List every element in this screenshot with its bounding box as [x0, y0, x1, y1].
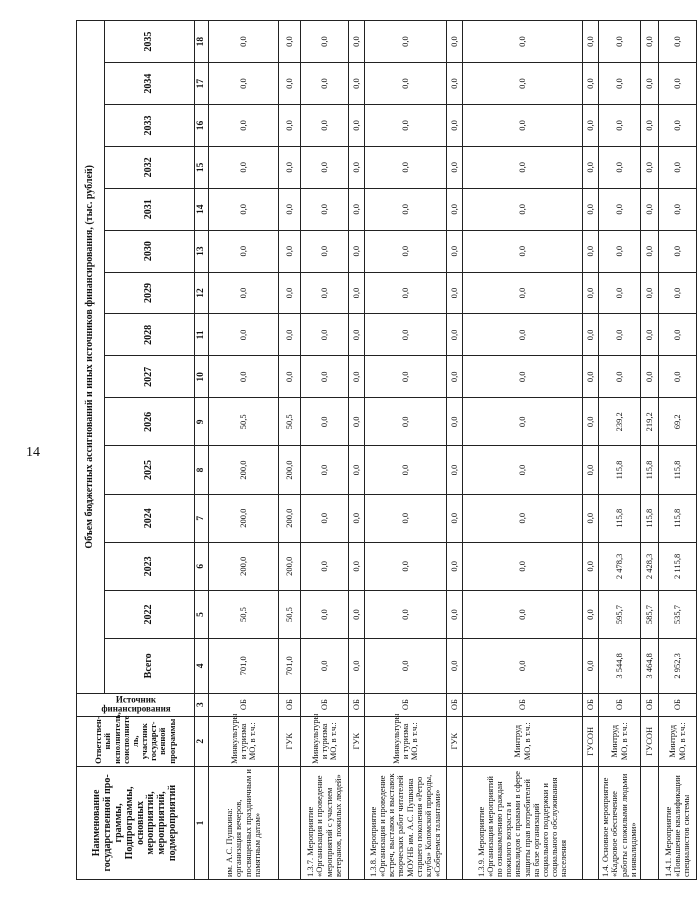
table-row: [641, 21, 659, 880]
row-value: 0,0: [641, 105, 659, 147]
row-value: 595,7: [599, 590, 641, 638]
row-value: 0,0: [365, 188, 447, 230]
header-name: Наименование государственной про-граммы, Подпрограммы, основных мероприятий, мероприятий, подмероприятий: [77, 766, 195, 879]
row-name: 1.4. Основное мероприятие «Кадровое обеспечение работы с пожилыми людьми и инвалидами»: [599, 766, 641, 879]
row-value: 0,0: [301, 272, 349, 314]
row-value: 0,0: [279, 146, 301, 188]
header-year: 2026: [105, 398, 195, 446]
row-value: 585,7: [641, 590, 659, 638]
row-value: 0,0: [349, 446, 365, 494]
row-value: 0,0: [641, 188, 659, 230]
row-value: 0,0: [349, 230, 365, 272]
column-number: 3: [195, 693, 209, 716]
row-value: 0,0: [349, 314, 365, 356]
column-number: 16: [195, 105, 209, 147]
row-value: 50,5: [279, 590, 301, 638]
row-value: 701,0: [279, 639, 301, 693]
row-responsible: Минкультуры и туризма МО, в т.ч.:: [209, 716, 279, 766]
row-value: 0,0: [365, 639, 447, 693]
row-value: 0,0: [447, 542, 463, 590]
row-name: 1.3.7. Мероприятие «Организация и проведение мероприятий с участием ветеранов, пожилых людей»: [301, 766, 349, 879]
row-value: 0,0: [209, 21, 279, 63]
row-value: 115,8: [599, 446, 641, 494]
row-value: 200,0: [209, 446, 279, 494]
row-value: 0,0: [463, 63, 583, 105]
row-value: 0,0: [447, 446, 463, 494]
row-value: 0,0: [599, 188, 641, 230]
row-responsible: ГУК: [349, 716, 365, 766]
row-source: ОБ: [209, 693, 279, 716]
row-value: 0,0: [209, 356, 279, 398]
column-number: 7: [195, 494, 209, 542]
row-value: 0,0: [583, 446, 599, 494]
row-value: 0,0: [447, 494, 463, 542]
row-value: 0,0: [583, 21, 599, 63]
row-value: 0,0: [447, 146, 463, 188]
row-value: 0,0: [583, 230, 599, 272]
header-year: 2030: [105, 230, 195, 272]
header-total: Всего: [105, 639, 195, 693]
row-value: 0,0: [349, 105, 365, 147]
row-source: ОБ: [365, 693, 447, 716]
row-value: 115,8: [599, 494, 641, 542]
row-responsible: Минтруд МО, в т.ч.:: [599, 716, 641, 766]
row-value: 0,0: [447, 21, 463, 63]
row-value: 200,0: [279, 446, 301, 494]
row-value: 0,0: [349, 542, 365, 590]
row-value: 0,0: [365, 494, 447, 542]
row-value: 3 544,8: [599, 639, 641, 693]
row-value: 0,0: [349, 272, 365, 314]
row-value: 0,0: [209, 105, 279, 147]
row-value: 200,0: [209, 542, 279, 590]
header-source-cell: [77, 693, 195, 716]
row-value: 0,0: [349, 188, 365, 230]
row-source: ОБ: [447, 693, 463, 716]
header-year: 2035: [105, 21, 195, 63]
row-value: 0,0: [641, 272, 659, 314]
row-value: 0,0: [209, 146, 279, 188]
row-value: 0,0: [349, 146, 365, 188]
row-value: 0,0: [447, 63, 463, 105]
row-value: 0,0: [365, 230, 447, 272]
row-value: 0,0: [365, 446, 447, 494]
row-value: 0,0: [463, 188, 583, 230]
row-source: ОБ: [583, 693, 599, 716]
rotated-financing-table: [76, 20, 692, 880]
row-value: 0,0: [463, 542, 583, 590]
header-source: Источник финансирования: [100, 694, 171, 714]
row-value: 0,0: [209, 63, 279, 105]
row-value: 0,0: [447, 356, 463, 398]
row-responsible: Минтруд МО, в т.ч.:: [463, 716, 583, 766]
row-value: 0,0: [583, 398, 599, 446]
row-value: 0,0: [447, 105, 463, 147]
row-value: 0,0: [301, 63, 349, 105]
row-value: 0,0: [641, 230, 659, 272]
header-year: 2034: [105, 63, 195, 105]
row-value: 0,0: [365, 146, 447, 188]
row-source: ОБ: [463, 693, 583, 716]
column-numbers-row: [195, 21, 209, 880]
row-value: 0,0: [349, 639, 365, 693]
row-value: 0,0: [659, 146, 697, 188]
row-value: 0,0: [659, 188, 697, 230]
row-value: 0,0: [583, 590, 599, 638]
row-value: 0,0: [279, 63, 301, 105]
row-value: 0,0: [279, 230, 301, 272]
column-number: 12: [195, 272, 209, 314]
row-name: [349, 766, 365, 879]
row-value: 115,8: [641, 446, 659, 494]
row-name: [641, 766, 659, 879]
row-value: 0,0: [279, 21, 301, 63]
header-year: 2022: [105, 590, 195, 638]
header-year: 2033: [105, 105, 195, 147]
table-row: [349, 21, 365, 880]
row-value: 0,0: [659, 314, 697, 356]
header-year: 2025: [105, 446, 195, 494]
row-value: 0,0: [659, 105, 697, 147]
header-year: 2023: [105, 542, 195, 590]
row-value: 0,0: [365, 21, 447, 63]
row-responsible: Минтруд МО, в т.ч.:: [659, 716, 697, 766]
row-value: 0,0: [209, 314, 279, 356]
row-value: 115,8: [659, 494, 697, 542]
column-number: 10: [195, 356, 209, 398]
row-value: 0,0: [365, 105, 447, 147]
financing-table: [76, 20, 697, 880]
row-responsible: ГУК: [279, 716, 301, 766]
row-value: 0,0: [599, 272, 641, 314]
header-year: 2027: [105, 356, 195, 398]
row-value: 0,0: [209, 188, 279, 230]
row-value: 0,0: [463, 446, 583, 494]
row-value: 0,0: [583, 314, 599, 356]
row-value: 0,0: [279, 272, 301, 314]
row-value: 0,0: [583, 146, 599, 188]
row-name: 1.3.8. Мероприятие «Организация и проведение встреч, выставок и выставок творческих работ читателей МОУНБ им. А.С. Пушкина старшего поколения «Ретро клуба» Коломской природы, «Соберемся талантами»: [365, 766, 447, 879]
row-value: 0,0: [349, 398, 365, 446]
row-value: 0,0: [659, 356, 697, 398]
row-name: 1.4.1. Мероприятие «Повышение квалификации специалистов системы: [659, 766, 697, 879]
row-value: 0,0: [365, 590, 447, 638]
row-value: 200,0: [209, 494, 279, 542]
row-name: [447, 766, 463, 879]
row-value: 0,0: [641, 146, 659, 188]
row-value: 0,0: [447, 398, 463, 446]
row-value: 0,0: [279, 188, 301, 230]
column-number: 5: [195, 590, 209, 638]
column-number: 15: [195, 146, 209, 188]
row-responsible: ГУК: [447, 716, 463, 766]
row-value: 0,0: [301, 542, 349, 590]
row-value: 0,0: [659, 230, 697, 272]
row-value: 0,0: [463, 146, 583, 188]
row-source: ОБ: [301, 693, 349, 716]
table-row: [279, 21, 301, 880]
row-value: 0,0: [463, 314, 583, 356]
row-source: ОБ: [279, 693, 301, 716]
row-value: 0,0: [641, 63, 659, 105]
row-value: 0,0: [463, 105, 583, 147]
row-value: 0,0: [447, 639, 463, 693]
row-value: 0,0: [463, 230, 583, 272]
row-value: 0,0: [365, 314, 447, 356]
row-value: 0,0: [349, 494, 365, 542]
column-number: 14: [195, 188, 209, 230]
table-row: [209, 21, 279, 880]
table-row: [599, 21, 641, 880]
row-value: 0,0: [301, 590, 349, 638]
row-value: 0,0: [279, 356, 301, 398]
table-row: [365, 21, 447, 880]
row-value: 0,0: [463, 398, 583, 446]
row-responsible: ГУСОН: [641, 716, 659, 766]
page-number: 14: [26, 445, 40, 460]
table-row: [301, 21, 349, 880]
row-value: 115,8: [641, 494, 659, 542]
row-value: 0,0: [365, 63, 447, 105]
row-value: 0,0: [209, 272, 279, 314]
row-value: 0,0: [301, 494, 349, 542]
column-number: 13: [195, 230, 209, 272]
row-value: 0,0: [301, 105, 349, 147]
row-value: 0,0: [301, 639, 349, 693]
row-source: ОБ: [349, 693, 365, 716]
row-value: 69,2: [659, 398, 697, 446]
row-name: 1.3.9. Мероприятие «Организация мероприятий по ознакомлению граждан пожилого возраста и инвалидов с правами в сфере защиты прав потребителей на базе организаций социального поддержки и социального обслуживания населения: [463, 766, 583, 879]
row-value: 50,5: [279, 398, 301, 446]
table-body: [209, 21, 697, 880]
row-value: 0,0: [301, 314, 349, 356]
header-year: 2032: [105, 146, 195, 188]
row-value: 0,0: [279, 105, 301, 147]
row-value: 0,0: [659, 63, 697, 105]
row-value: 200,0: [279, 542, 301, 590]
column-number: 17: [195, 63, 209, 105]
row-value: 0,0: [301, 398, 349, 446]
header-year: 2029: [105, 272, 195, 314]
row-value: 535,7: [659, 590, 697, 638]
row-value: 0,0: [659, 21, 697, 63]
row-value: 0,0: [599, 21, 641, 63]
row-value: 0,0: [349, 21, 365, 63]
row-value: 0,0: [365, 272, 447, 314]
header-year: 2028: [105, 314, 195, 356]
row-value: 0,0: [583, 105, 599, 147]
row-value: 0,0: [599, 356, 641, 398]
row-value: 0,0: [463, 639, 583, 693]
row-value: 0,0: [365, 398, 447, 446]
row-responsible: ГУСОН: [583, 716, 599, 766]
row-value: 0,0: [365, 356, 447, 398]
row-value: 0,0: [447, 188, 463, 230]
row-responsible: Минкультуры и туризма МО, в т.ч.:: [365, 716, 447, 766]
row-value: 0,0: [641, 314, 659, 356]
row-value: 0,0: [447, 272, 463, 314]
row-value: 0,0: [301, 356, 349, 398]
row-value: 0,0: [349, 590, 365, 638]
row-value: 0,0: [301, 146, 349, 188]
row-value: 0,0: [583, 63, 599, 105]
column-number: 6: [195, 542, 209, 590]
row-responsible: Минкультуры и туризма МО, в т.ч.:: [301, 716, 349, 766]
table-row: [583, 21, 599, 880]
row-value: 2 478,3: [599, 542, 641, 590]
row-value: 701,0: [209, 639, 279, 693]
column-number: 8: [195, 446, 209, 494]
row-value: 2 115,8: [659, 542, 697, 590]
row-value: 0,0: [447, 314, 463, 356]
row-value: 0,0: [279, 314, 301, 356]
row-value: 0,0: [659, 272, 697, 314]
row-value: 0,0: [301, 446, 349, 494]
row-value: 0,0: [583, 494, 599, 542]
row-value: 0,0: [301, 21, 349, 63]
row-value: 0,0: [447, 230, 463, 272]
row-value: 0,0: [641, 21, 659, 63]
column-number: 4: [195, 639, 209, 693]
table-row: [463, 21, 583, 880]
row-source: ОБ: [641, 693, 659, 716]
row-value: 2 952,3: [659, 639, 697, 693]
row-value: 0,0: [209, 230, 279, 272]
row-value: 0,0: [463, 494, 583, 542]
row-name: [279, 766, 301, 879]
row-value: 3 464,8: [641, 639, 659, 693]
row-value: 0,0: [349, 356, 365, 398]
row-value: 0,0: [301, 188, 349, 230]
row-value: 200,0: [279, 494, 301, 542]
column-number: 1: [195, 766, 209, 879]
header-year: 2024: [105, 494, 195, 542]
row-name: им. А.С. Пушкина: организация вечеров, посвященных праздничным и памятным датам»: [209, 766, 279, 879]
row-value: 0,0: [583, 542, 599, 590]
row-value: 0,0: [599, 105, 641, 147]
row-value: 0,0: [349, 63, 365, 105]
row-value: 0,0: [641, 356, 659, 398]
row-value: 0,0: [447, 590, 463, 638]
row-value: 0,0: [301, 230, 349, 272]
row-value: 0,0: [365, 542, 447, 590]
row-value: 0,0: [583, 356, 599, 398]
row-value: 0,0: [599, 63, 641, 105]
table-row: [447, 21, 463, 880]
row-value: 0,0: [583, 188, 599, 230]
row-value: 0,0: [583, 272, 599, 314]
header-funding-group: Объем бюджетных ассигнований и иных источников финансирования, (тыс. рублей): [77, 21, 105, 694]
header-year: 2031: [105, 188, 195, 230]
column-number: 2: [195, 716, 209, 766]
column-number: 11: [195, 314, 209, 356]
row-source: ОБ: [659, 693, 697, 716]
row-value: 50,5: [209, 590, 279, 638]
header-responsible: Ответствен-ный исполнитель, соисполните ль, участник государст-венной программы: [77, 716, 195, 766]
row-value: 239,2: [599, 398, 641, 446]
row-value: 0,0: [599, 314, 641, 356]
row-value: 0,0: [463, 356, 583, 398]
row-value: 219,2: [641, 398, 659, 446]
row-value: 2 428,3: [641, 542, 659, 590]
row-value: 0,0: [463, 590, 583, 638]
row-source: ОБ: [599, 693, 641, 716]
row-value: 0,0: [463, 21, 583, 63]
column-number: 18: [195, 21, 209, 63]
column-number: 9: [195, 398, 209, 446]
row-value: 0,0: [583, 639, 599, 693]
table-row: [659, 21, 697, 880]
row-value: 115,8: [659, 446, 697, 494]
row-value: 0,0: [599, 230, 641, 272]
row-name: [583, 766, 599, 879]
row-value: 50,5: [209, 398, 279, 446]
row-value: 0,0: [599, 146, 641, 188]
row-value: 0,0: [463, 272, 583, 314]
